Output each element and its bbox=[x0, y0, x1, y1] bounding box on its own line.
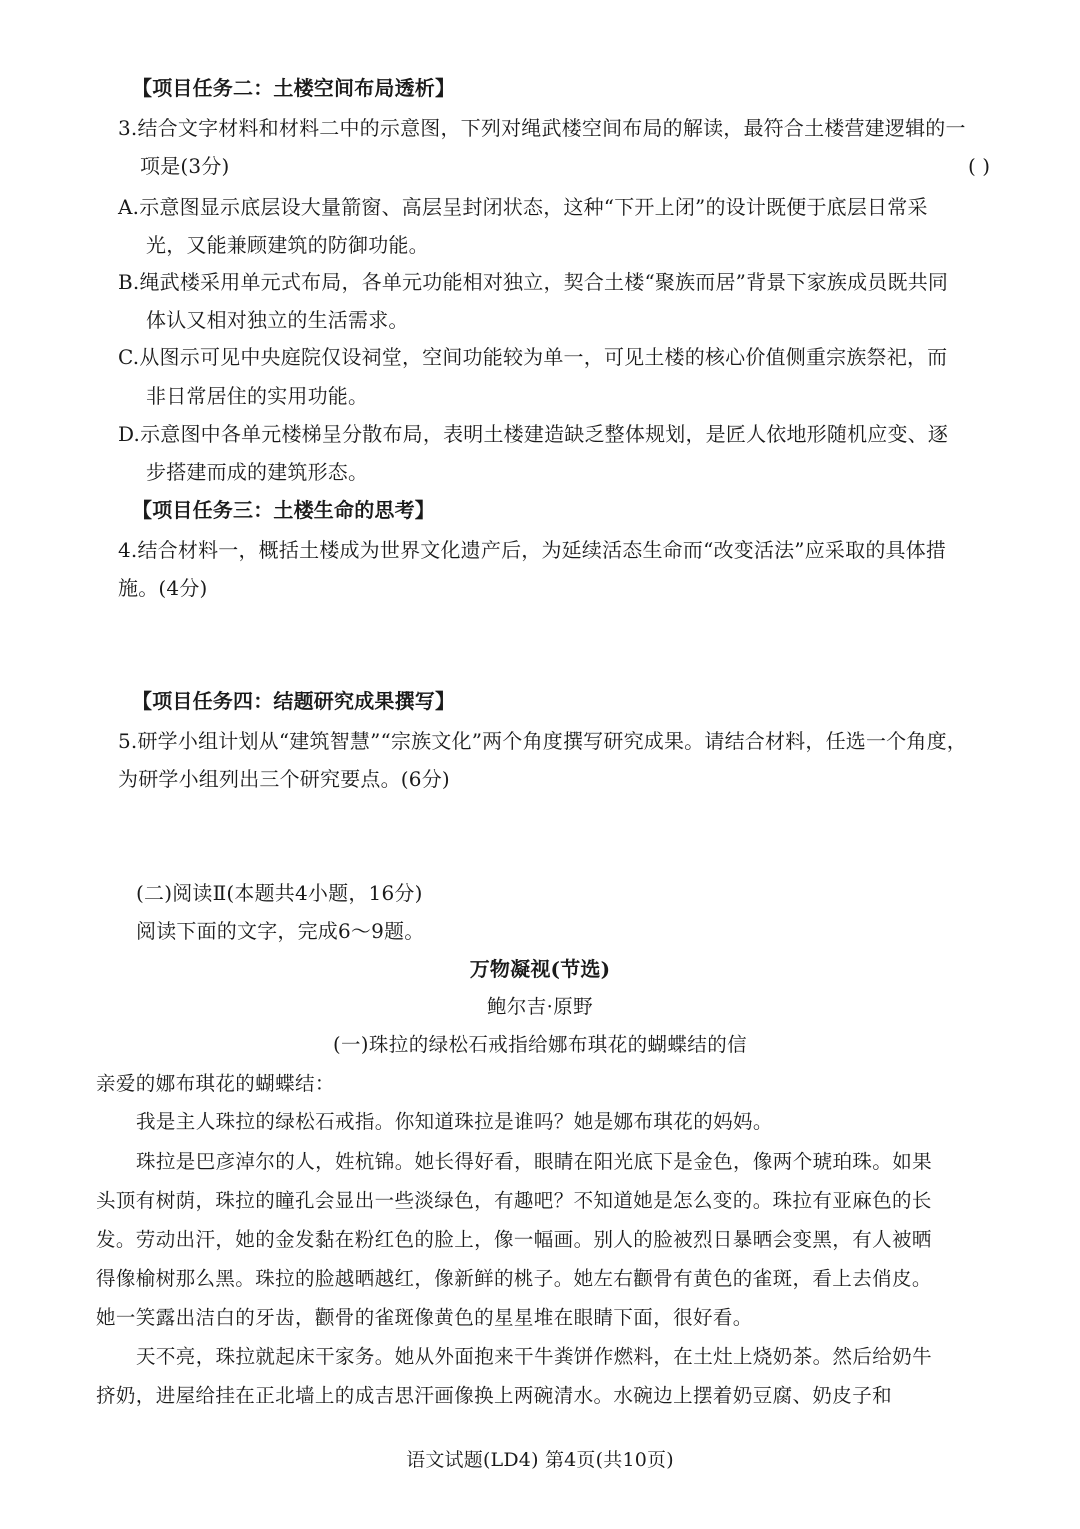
question-3-stem: 3.结合文字材料和材料二中的示意图，下列对绳武楼空间布局的解读，最符合土楼营建逻辑的一 bbox=[118, 116, 966, 140]
passage-paragraph-1: 我是主人珠拉的绿松石戒指。你知道珠拉是谁吗？她是娜布琪花的妈妈。 bbox=[136, 1110, 773, 1133]
option-a-cont: 光，又能兼顾建筑的防御功能。 bbox=[146, 233, 429, 257]
option-b-cont: 体认又相对独立的生活需求。 bbox=[146, 308, 409, 332]
passage-paragraph-2-line-2: 头顶有树荫，珠拉的瞳孔会显出一些淡绿色，有趣吧？不知道她是怎么变的。珠拉有亚麻色的长 bbox=[96, 1189, 932, 1212]
question-4-stem: 4.结合材料一，概括土楼成为世界文化遗产后，为延续活态生命而“改变活法”应采取的具体措 bbox=[118, 538, 947, 562]
option-b: B.绳武楼采用单元式布局，各单元功能相对独立，契合土楼“聚族而居”背景下家族成员既共同 bbox=[118, 270, 949, 294]
reading-instruction: 阅读下面的文字，完成6～9题。 bbox=[136, 919, 425, 943]
passage-paragraph-3-line-2: 挤奶，进屋给挂在正北墙上的成吉思汗画像换上两碗清水。水碗边上摆着奶豆腐、奶皮子和 bbox=[96, 1384, 893, 1407]
option-c: C.从图示可见中央庭院仅设祠堂，空间功能较为单一，可见土楼的核心价值侧重宗族祭祀，而 bbox=[118, 345, 948, 369]
passage-paragraph-2-line-3: 发。劳动出汗，她的金发黏在粉红色的脸上，像一幅画。别人的脸被烈日暴晒会变黑，有人被晒 bbox=[96, 1228, 932, 1251]
passage-title: 万物凝视(节选) bbox=[469, 957, 611, 981]
passage-paragraph-2-line-5: 她一笑露出洁白的牙齿，颧骨的雀斑像黄色的星星堆在眼睛下面，很好看。 bbox=[96, 1306, 753, 1329]
task4-heading: 【项目任务四：结题研究成果撰写】 bbox=[132, 689, 456, 713]
question-5-stem: 5.研学小组计划从“建筑智慧”“宗族文化”两个角度撰写研究成果。请结合材料，任选一个角度， bbox=[118, 729, 967, 753]
passage-author: 鲍尔吉·原野 bbox=[486, 995, 594, 1018]
task3-heading: 【项目任务三：土楼生命的思考】 bbox=[132, 498, 435, 522]
passage-paragraph-2-line-1: 珠拉是巴彦淖尔的人，姓杭锦。她长得好看，眼睛在阳光底下是金色，像两个琥珀珠。如果 bbox=[136, 1150, 933, 1173]
passage-paragraph-3-line-1: 天不亮，珠拉就起床干家务。她从外面抱来干牛粪饼作燃料，在土灶上烧奶茶。然后给奶牛 bbox=[136, 1345, 933, 1368]
reading-section-heading: (二)阅读Ⅱ(本题共4小题，16分) bbox=[136, 881, 423, 905]
task2-heading: 【项目任务二：土楼空间布局透析】 bbox=[132, 76, 456, 100]
passage-subtitle: (一)珠拉的绿松石戒指给娜布琪花的蝴蝶结的信 bbox=[332, 1033, 747, 1056]
page-footer: 语文试题(LD4) 第4页(共10页) bbox=[406, 1449, 674, 1471]
question-5-stem-cont: 为研学小组列出三个研究要点。(6分) bbox=[118, 767, 450, 791]
option-c-cont: 非日常居住的实用功能。 bbox=[146, 384, 369, 408]
option-a: A.示意图显示底层设大量箭窗、高层呈封闭状态，这种“下开上闭”的设计既便于底层日常采 bbox=[118, 195, 928, 219]
passage-paragraph-2-line-4: 得像榆树那么黑。珠拉的脸越晒越红，像新鲜的桃子。她左右颧骨有黄色的雀斑，看上去俏皮。 bbox=[96, 1267, 932, 1290]
question-3-stem-cont: 项是(3分) bbox=[140, 154, 230, 178]
answer-blank[interactable]: ( ) bbox=[968, 154, 990, 178]
letter-salutation: 亲爱的娜布琪花的蝴蝶结： bbox=[96, 1072, 335, 1095]
option-d: D.示意图中各单元楼梯呈分散布局，表明土楼建造缺乏整体规划，是匠人依地形随机应变、逐 bbox=[118, 422, 949, 446]
question-4-stem-cont: 施。(4分) bbox=[118, 576, 208, 600]
option-d-cont: 步搭建而成的建筑形态。 bbox=[146, 460, 369, 484]
